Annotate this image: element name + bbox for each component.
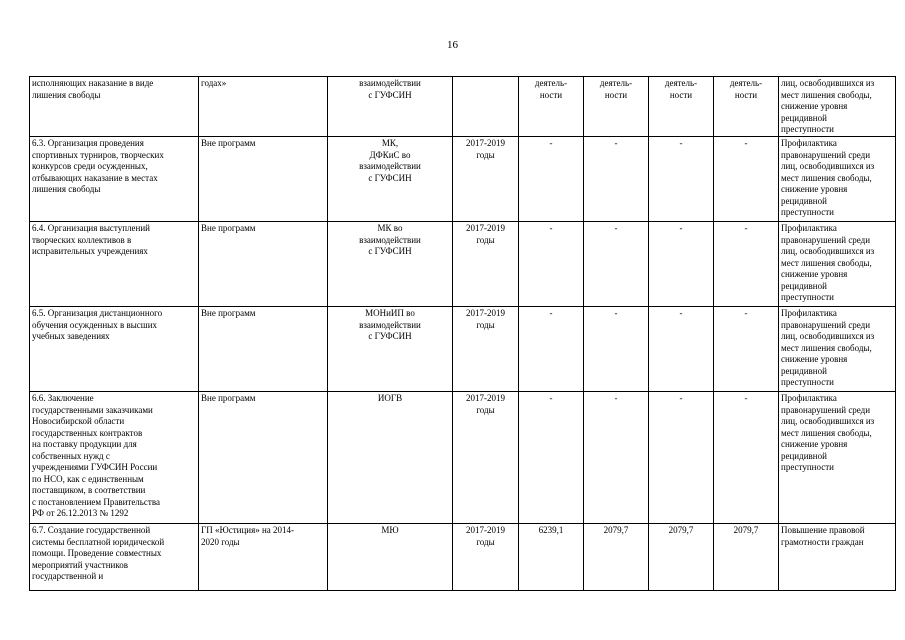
- funding-2018-cell: -: [649, 137, 714, 222]
- funding-source-cell: Вне программ: [199, 307, 328, 392]
- funding-2019-cell: -: [714, 392, 779, 524]
- executor-cell: МК, ДФКиС во взаимодействии с ГУФСИН: [328, 137, 453, 222]
- funding-total-cell: -: [519, 307, 584, 392]
- funding-source-cell: Вне программ: [199, 137, 328, 222]
- funding-2017-cell: деятель- ности: [584, 77, 649, 137]
- expected-result-cell: Профилактика правонарушений среди лиц, освободившихся из мест лишения свободы, снижение уровня рецидивной преступности: [779, 222, 896, 307]
- measure-name-cell: 6.7. Создание государственной системы бесплатной юридической помощи. Проведение совместных мероприятий участников государственной и: [30, 524, 199, 591]
- funding-total-cell: -: [519, 392, 584, 524]
- term-cell: 2017-2019 годы: [453, 137, 519, 222]
- expected-result-cell: Профилактика правонарушений среди лиц, освободившихся из мест лишения свободы, снижение уровня рецидивной преступности: [779, 137, 896, 222]
- measure-name-cell: 6.4. Организация выступлений творческих коллективов в исправительных учреждениях: [30, 222, 199, 307]
- measure-name-cell: 6.5. Организация дистанционного обучения осужденных в высших учебных заведениях: [30, 307, 199, 392]
- funding-total-cell: -: [519, 222, 584, 307]
- table-row: [30, 524, 896, 591]
- page-number: 16: [447, 39, 458, 51]
- funding-2017-cell: -: [584, 137, 649, 222]
- term-cell: 2017-2019 годы: [453, 222, 519, 307]
- funding-2017-cell: -: [584, 222, 649, 307]
- table-row: [30, 307, 896, 392]
- measures-table: [29, 76, 896, 591]
- funding-2019-cell: -: [714, 307, 779, 392]
- measure-name-cell: 6.3. Организация проведения спортивных турниров, творческих конкурсов среди осужденных, отбывающих наказание в местах лишения свободы: [30, 137, 199, 222]
- measure-name-cell: 6.6. Заключение государственными заказчиками Новосибирской области государственных контрактов на поставку продукции для собственных нужд с учреждениями ГУФСИН России по НСО, как с единственным поставщиком, в соответствии с постановлением Правительства РФ от 26.12.2013 № 1292: [30, 392, 199, 524]
- funding-2018-cell: деятель- ности: [649, 77, 714, 137]
- funding-2017-cell: -: [584, 392, 649, 524]
- term-cell: [453, 77, 519, 137]
- expected-result-cell: Профилактика правонарушений среди лиц, освободившихся из мест лишения свободы, снижение уровня рецидивной преступности: [779, 392, 896, 524]
- funding-2018-cell: -: [649, 392, 714, 524]
- executor-cell: МОНиИП во взаимодействии с ГУФСИН: [328, 307, 453, 392]
- funding-2018-cell: -: [649, 222, 714, 307]
- measure-name-cell: исполняющих наказание в виде лишения свободы: [30, 77, 199, 137]
- funding-total-cell: деятель- ности: [519, 77, 584, 137]
- table-row: [30, 137, 896, 222]
- table-row: [30, 77, 896, 137]
- funding-source-cell: ГП «Юстиция» на 2014- 2020 годы: [199, 524, 328, 591]
- funding-source-cell: Вне программ: [199, 392, 328, 524]
- funding-total-cell: -: [519, 137, 584, 222]
- term-cell: 2017-2019 годы: [453, 524, 519, 591]
- table-row: [30, 392, 896, 524]
- term-cell: 2017-2019 годы: [453, 392, 519, 524]
- funding-total-cell: 6239,1: [519, 524, 584, 591]
- expected-result-cell: Повышение правовой грамотности граждан: [779, 524, 896, 591]
- executor-cell: МК во взаимодействии с ГУФСИН: [328, 222, 453, 307]
- term-cell: 2017-2019 годы: [453, 307, 519, 392]
- funding-2017-cell: -: [584, 307, 649, 392]
- funding-source-cell: Вне программ: [199, 222, 328, 307]
- funding-2019-cell: 2079,7: [714, 524, 779, 591]
- funding-2019-cell: деятель- ности: [714, 77, 779, 137]
- executor-cell: взаимодействии с ГУФСИН: [328, 77, 453, 137]
- executor-cell: ИОГВ: [328, 392, 453, 524]
- funding-2018-cell: 2079,7: [649, 524, 714, 591]
- funding-source-cell: годах»: [199, 77, 328, 137]
- expected-result-cell: лиц, освободившихся из мест лишения свободы, снижение уровня рецидивной преступности: [779, 77, 896, 137]
- funding-2018-cell: -: [649, 307, 714, 392]
- executor-cell: МЮ: [328, 524, 453, 591]
- funding-2017-cell: 2079,7: [584, 524, 649, 591]
- table-row: [30, 222, 896, 307]
- funding-2019-cell: -: [714, 137, 779, 222]
- expected-result-cell: Профилактика правонарушений среди лиц, освободившихся из мест лишения свободы, снижение уровня рецидивной преступности: [779, 307, 896, 392]
- funding-2019-cell: -: [714, 222, 779, 307]
